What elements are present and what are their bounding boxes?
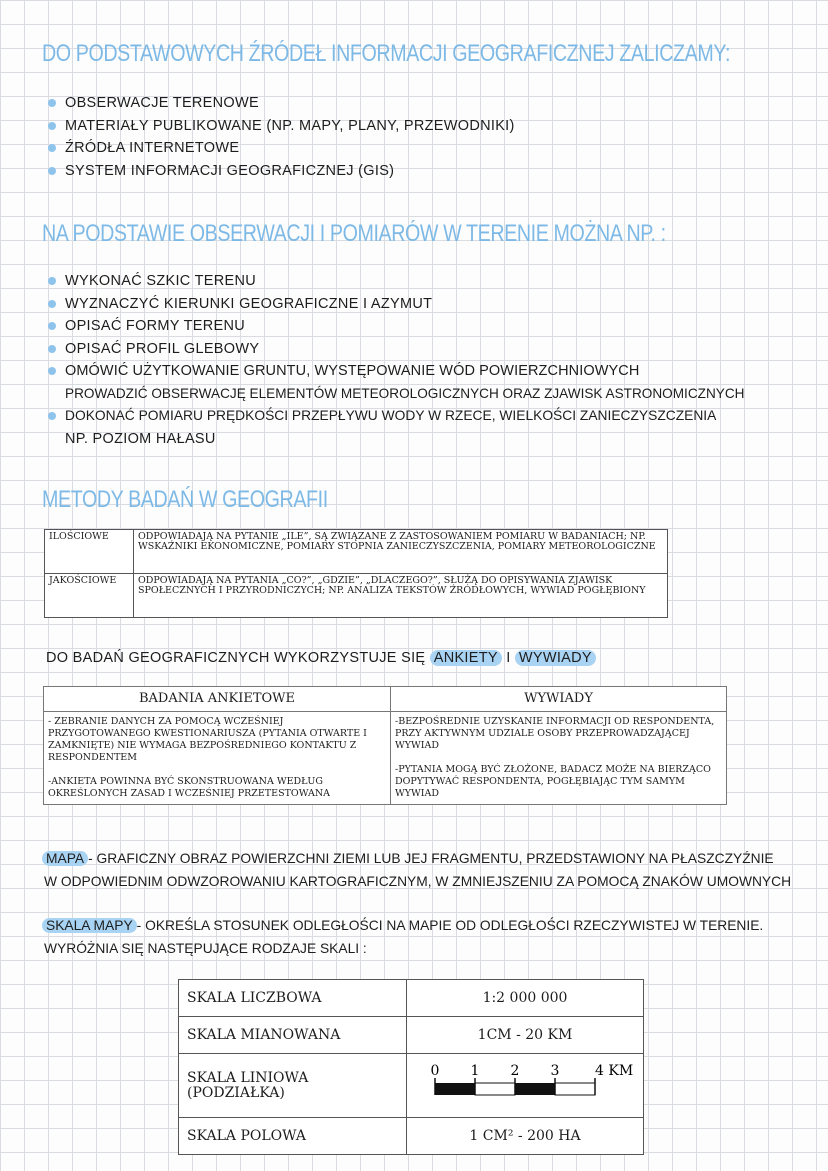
ruler-label: 3 [550,1062,560,1079]
scale-term: SKALA MAPY [42,918,137,933]
list-item: DOKONAĆ POMIARU PRĘDKOŚCI PRZEPŁYWU WODY W RZECE, WIELKOŚCI ZANIECZYSZCZENIA [48,405,744,428]
wywiady-point: -PYTANIA MOGĄ BYĆ ZŁOŻONE, BADACZ MOŻE NA BIERZĄCO DOPYTYWAĆ RESPONDENTA, POGŁĘBIAJĄC TYM SAMYM WYWIAD [395,764,711,799]
list-item: WYZNACZYĆ KIERUNKI GEOGRAFICZNE I AZYMUT [48,293,744,316]
wywiady-cell [391,712,727,805]
sources-list [48,92,515,182]
table-row [179,1017,644,1054]
table-header-row [44,687,727,712]
map-term: MAPA [42,851,88,866]
ruler-segment [435,1083,475,1095]
list-item: OMÓWIĆ UŻYTKOWANIE GRUNTU, WYSTĘPOWANIE WÓD POWIERZCHNIOWYCH [48,360,744,383]
scale-name: SKALA LINIOWA (PODZIAŁKA) [179,1054,407,1118]
ankiety-cell [44,712,391,805]
ankiety-point: -ANKIETA POWINNA BYĆ SKONSTRUOWANA WEDŁUG OKREŚLONYCH ZASAD I WCZEŚNIEJ PRZETESTOWANA [48,776,331,799]
list-item: WYKONAĆ SZKIC TERENU [48,270,744,293]
scale-name: SKALA POLOWA [179,1118,407,1155]
col-header: WYWIADY [391,687,727,712]
ruler-segment [475,1083,515,1095]
list-item: OPISAĆ FORMY TERENU [48,315,744,338]
list-item: PROWADZIĆ OBSERWACJĘ ELEMENTÓW METEOROLOGICZNYCH ORAZ ZJAWISK ASTRONOMICZNYCH [65,385,745,401]
ruler-segment [515,1083,555,1095]
scale-name: SKALA LICZBOWA [179,980,407,1017]
scale-line1: - OKREŚLA STOSUNEK ODLEGŁOŚCI NA MAPIE OD ODLEGŁOŚCI RZECZYWISTEJ W TERENIE. [136,918,764,933]
map-line2: W ODPOWIEDNIM ODWZOROWANIU KARTOGRAFICZNYM, W ZMNIEJSZENIU ZA POMOCĄ ZNAKÓW UMOWNYCH [44,874,792,889]
method-name: JAKOŚCIOWE [45,574,134,618]
linear-scale-ruler [415,1061,635,1107]
sentence-start: DO BADAŃ GEOGRAFICZNYCH WYKORZYSTUJE SIĘ [46,650,426,666]
list-item: OBSERWACJE TERENOWE [48,92,515,115]
ruler-label: 1 [470,1062,480,1079]
col-header: BADANIA ANKIETOWE [44,687,391,712]
table-row [179,1054,644,1118]
research-table [43,686,727,805]
ankiety-point: - ZEBRANIE DANYCH ZA POMOCĄ WCZEŚNIEJ PRZYGOTOWANEGO KWESTIONARIUSZA (PYTANIA OTWARTE I ZAMKNIĘTE) NIE WYMAGA BEZPOŚREDNIEGO KONTAKTU Z RESPONDENTEM [48,716,367,763]
scales-table [178,979,644,1155]
sources-heading: DO PODSTAWOWYCH ŹRÓDEŁ INFORMACJI GEOGRAFICZNEJ ZALICZAMY: [42,40,731,67]
table-row [45,574,668,618]
scale-definition [42,918,763,933]
table-row [44,712,727,805]
list-item: SYSTEM INFORMACJI GEOGRAFICZNEJ (GIS) [48,160,515,183]
wywiady-point: -BEZPOŚREDNIE UZYSKANIE INFORMACJI OD RESPONDENTA, PRZY AKTYWNYM UDZIALE OSOBY PRZEPROWADZAJĄCEJ WYWIAD [395,716,715,751]
observations-list [48,270,744,450]
methods-table [44,529,668,618]
ruler-label: 0 [430,1062,440,1079]
list-item: MATERIAŁY PUBLIKOWANE (NP. MAPY, PLANY, PRZEWODNIKI) [48,115,515,138]
methods-heading: METODY BADAŃ W GEOGRAFII [42,486,328,513]
conjunction: I [506,650,511,666]
map-definition [42,851,774,866]
ruler-segment [555,1083,595,1095]
scale-ruler-cell [407,1054,644,1118]
list-item: NP. POZIOM HAŁASU [65,430,216,447]
scale-value: 1:2 000 000 [407,980,644,1017]
list-item: OPISAĆ PROFIL GLEBOWY [48,338,744,361]
highlight-wywiady: WYWIADY [515,650,596,666]
ruler-label: 2 [510,1062,520,1079]
scale-value: 1CM - 20 KM [407,1017,644,1054]
map-line1: - GRAFICZNY OBRAZ POWIERZCHNI ZIEMI LUB JEJ FRAGMENTU, PRZEDSTAWIONY NA PŁASZCZYŹNIE [88,851,774,866]
highlight-ankiety: ANKIETY [430,650,502,666]
method-name: ILOŚCIOWE [45,530,134,574]
ruler-label: 4 KM [595,1062,634,1079]
table-row [179,1118,644,1155]
method-desc: ODPOWIADAJĄ NA PYTANIA „CO?”, „GDZIE”, „DLACZEGO?”, SŁUŻĄ DO OPISYWANIA ZJAWISK SPOŁECZNYCH I PRZYRODNICZYCH; NP. ANALIZA TEKSTÓW ŹRÓDŁOWYCH, WYWIAD POGŁĘBIONY [134,574,668,618]
observations-heading: NA PODSTAWIE OBSERWACJI I POMIARÓW W TERENIE MOŻNA NP. : [42,220,666,247]
research-sentence [46,650,596,666]
method-desc: ODPOWIADAJĄ NA PYTANIE „ILE”, SĄ ZWIĄZANE Z ZASTOSOWANIEM POMIARU W BADANIACH; NP. WSKAŹNIKI EKONOMICZNE, POMIARY STOPNIA ZANIECZYSZCZENIA, POMIARY METEOROLOGICZNE [134,530,668,574]
list-item: ŹRÓDŁA INTERNETOWE [48,137,515,160]
table-row [45,530,668,574]
scale-name: SKALA MIANOWANA [179,1017,407,1054]
scale-line2: WYRÓŻNIA SIĘ NASTĘPUJĄCE RODZAJE SKALI : [44,941,367,956]
scale-value: 1 CM² - 200 HA [407,1118,644,1155]
table-row [179,980,644,1017]
